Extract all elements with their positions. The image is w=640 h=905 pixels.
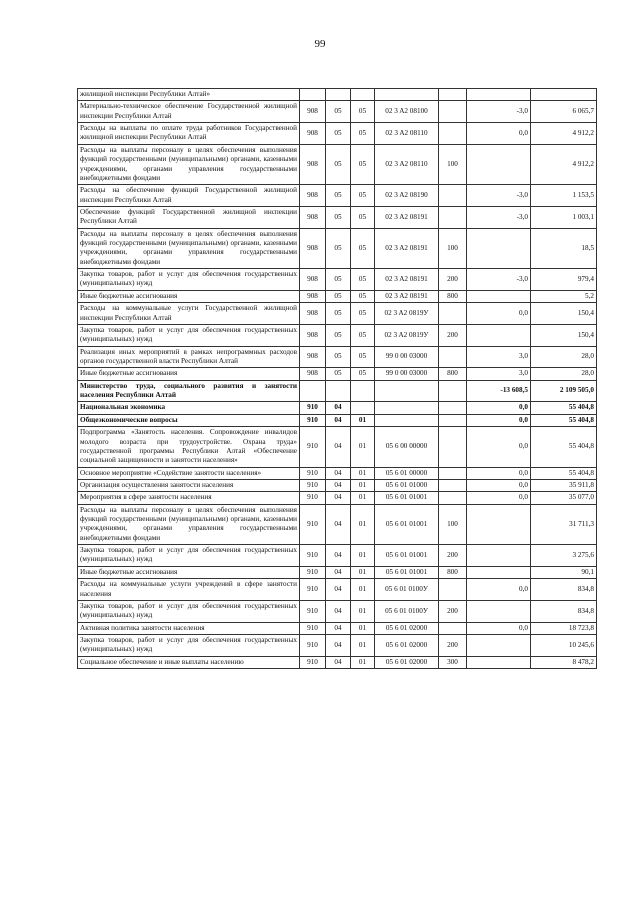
row-section-cell: 04 <box>326 622 351 634</box>
row-expense-type-cell <box>439 346 467 368</box>
row-name-cell: Активная политика занятости населения <box>78 622 300 634</box>
row-subsection-cell: 01 <box>351 479 375 491</box>
row-ministry-code-cell: 910 <box>300 402 326 414</box>
row-section-cell: 04 <box>326 467 351 479</box>
table-row <box>78 324 597 346</box>
row-subsection-cell: 05 <box>351 206 375 228</box>
row-section-cell: 05 <box>326 206 351 228</box>
row-name-cell: Расходы на коммунальные услуги учреждений в сфере занятости населения <box>78 579 300 601</box>
row-target-article-cell: 02 3 A2 08191 <box>375 290 439 302</box>
table-row <box>78 492 597 504</box>
row-subsection-cell: 05 <box>351 269 375 291</box>
row-change-amount-cell <box>467 656 531 668</box>
row-name-cell: Расходы на выплаты по оплате труда работников Государственной жилищной инспекции Республики Алтай <box>78 123 300 145</box>
row-total-amount-cell: 5,2 <box>531 290 597 302</box>
row-total-amount-cell: 2 109 505,0 <box>531 380 597 402</box>
row-target-article-cell <box>375 414 439 426</box>
row-total-amount-cell: 90,1 <box>531 566 597 578</box>
row-section-cell: 04 <box>326 600 351 622</box>
row-target-article-cell: 05 6 01 02000 <box>375 656 439 668</box>
row-name-cell: Расходы на выплаты персоналу в целях обеспечения выполнения функций государственными (муниципальными) органами, казенными учреждениями, органами управления государственными внебюджетными фондами <box>78 504 300 544</box>
row-target-article-cell: 05 6 01 01001 <box>375 566 439 578</box>
row-expense-type-cell <box>439 89 467 101</box>
row-section-cell: 05 <box>326 290 351 302</box>
table-row <box>78 290 597 302</box>
row-subsection-cell: 01 <box>351 504 375 544</box>
row-section-cell: 05 <box>326 269 351 291</box>
row-section-cell: 04 <box>326 402 351 414</box>
row-subsection-cell: 01 <box>351 634 375 656</box>
row-name-cell: Социальное обеспечение и иные выплаты населению <box>78 656 300 668</box>
row-name-cell: Иные бюджетные ассигнования <box>78 368 300 380</box>
row-change-amount-cell <box>467 600 531 622</box>
row-target-article-cell: 05 6 01 01000 <box>375 479 439 491</box>
row-total-amount-cell: 18,5 <box>531 228 597 268</box>
row-change-amount-cell <box>467 89 531 101</box>
row-subsection-cell: 01 <box>351 467 375 479</box>
row-section-cell: 05 <box>326 144 351 184</box>
row-change-amount-cell <box>467 324 531 346</box>
table-row <box>78 634 597 656</box>
table-row <box>78 101 597 123</box>
row-name-cell: Основное мероприятие «Содействие занятости населения» <box>78 467 300 479</box>
row-name-cell: Иные бюджетные ассигнования <box>78 566 300 578</box>
row-expense-type-cell: 300 <box>439 656 467 668</box>
row-change-amount-cell <box>467 545 531 567</box>
row-ministry-code-cell: 910 <box>300 479 326 491</box>
row-expense-type-cell: 100 <box>439 504 467 544</box>
row-subsection-cell: 05 <box>351 324 375 346</box>
row-expense-type-cell: 800 <box>439 566 467 578</box>
row-total-amount-cell: 55 404,8 <box>531 467 597 479</box>
row-name-cell: Общеэкономические вопросы <box>78 414 300 426</box>
row-change-amount-cell: 0,0 <box>467 579 531 601</box>
row-target-article-cell: 02 3 A2 08110 <box>375 144 439 184</box>
row-expense-type-cell: 200 <box>439 545 467 567</box>
row-name-cell: Подпрограмма «Занятость населения. Сопровождение инвалидов молодого возраста при трудоустройстве. Охрана труда» государственной программы Республики Алтай «Обеспечение социальной защищенности и занятости населения» <box>78 427 300 467</box>
table-row <box>78 566 597 578</box>
row-ministry-code-cell: 910 <box>300 656 326 668</box>
row-subsection-cell: 05 <box>351 303 375 325</box>
row-ministry-code-cell: 908 <box>300 123 326 145</box>
row-name-cell: Организация осуществления занятости населения <box>78 479 300 491</box>
row-ministry-code-cell: 908 <box>300 346 326 368</box>
row-subsection-cell: 05 <box>351 368 375 380</box>
row-section-cell: 04 <box>326 634 351 656</box>
row-subsection-cell: 05 <box>351 228 375 268</box>
row-expense-type-cell: 100 <box>439 228 467 268</box>
row-ministry-code-cell: 910 <box>300 579 326 601</box>
row-target-article-cell: 02 3 A2 0819У <box>375 303 439 325</box>
row-subsection-cell <box>351 89 375 101</box>
row-ministry-code-cell: 908 <box>300 185 326 207</box>
row-expense-type-cell <box>439 123 467 145</box>
row-target-article-cell: 05 6 01 01001 <box>375 504 439 544</box>
budget-table-body <box>78 89 597 669</box>
row-expense-type-cell: 800 <box>439 290 467 302</box>
row-target-article-cell: 02 3 A2 08191 <box>375 228 439 268</box>
row-subsection-cell: 01 <box>351 600 375 622</box>
row-total-amount-cell: 3 275,6 <box>531 545 597 567</box>
row-expense-type-cell <box>439 467 467 479</box>
row-target-article-cell: 02 3 A2 08100 <box>375 101 439 123</box>
row-ministry-code-cell: 908 <box>300 206 326 228</box>
row-change-amount-cell: -13 608,5 <box>467 380 531 402</box>
table-row <box>78 622 597 634</box>
row-total-amount-cell: 4 912,2 <box>531 144 597 184</box>
row-expense-type-cell: 200 <box>439 324 467 346</box>
row-name-cell: Закупка товаров, работ и услуг для обеспечения государственных (муниципальных) нужд <box>78 545 300 567</box>
row-change-amount-cell: 0,0 <box>467 467 531 479</box>
row-ministry-code-cell: 908 <box>300 144 326 184</box>
row-ministry-code-cell: 908 <box>300 303 326 325</box>
row-total-amount-cell: 28,0 <box>531 346 597 368</box>
row-total-amount-cell: 979,4 <box>531 269 597 291</box>
row-change-amount-cell: 0,0 <box>467 402 531 414</box>
row-expense-type-cell <box>439 492 467 504</box>
row-target-article-cell: 02 3 A2 08110 <box>375 123 439 145</box>
row-expense-type-cell <box>439 380 467 402</box>
row-section-cell: 05 <box>326 185 351 207</box>
row-change-amount-cell <box>467 504 531 544</box>
row-ministry-code-cell: 908 <box>300 101 326 123</box>
row-ministry-code-cell: 910 <box>300 427 326 467</box>
row-section-cell: 04 <box>326 414 351 426</box>
row-target-article-cell: 05 6 01 01001 <box>375 492 439 504</box>
row-ministry-code-cell: 910 <box>300 504 326 544</box>
row-ministry-code-cell: 910 <box>300 566 326 578</box>
row-total-amount-cell: 834,8 <box>531 600 597 622</box>
row-total-amount-cell: 31 711,3 <box>531 504 597 544</box>
row-subsection-cell: 01 <box>351 414 375 426</box>
row-name-cell: жилищной инспекции Республики Алтай» <box>78 89 300 101</box>
row-name-cell: Иные бюджетные ассигнования <box>78 290 300 302</box>
row-target-article-cell: 02 3 A2 08190 <box>375 185 439 207</box>
row-total-amount-cell: 35 077,0 <box>531 492 597 504</box>
table-row <box>78 427 597 467</box>
row-target-article-cell: 02 3 A2 08191 <box>375 206 439 228</box>
table-row <box>78 414 597 426</box>
row-change-amount-cell: 0,0 <box>467 123 531 145</box>
page-number: 99 <box>314 38 326 50</box>
row-section-cell: 04 <box>326 492 351 504</box>
row-change-amount-cell <box>467 290 531 302</box>
row-change-amount-cell: 0,0 <box>467 427 531 467</box>
row-section-cell: 05 <box>326 368 351 380</box>
row-change-amount-cell: 0,0 <box>467 492 531 504</box>
row-section-cell: 04 <box>326 566 351 578</box>
row-expense-type-cell <box>439 303 467 325</box>
row-total-amount-cell: 18 723,8 <box>531 622 597 634</box>
row-expense-type-cell <box>439 479 467 491</box>
table-row <box>78 402 597 414</box>
row-subsection-cell: 01 <box>351 427 375 467</box>
row-section-cell: 05 <box>326 123 351 145</box>
row-change-amount-cell: 3,0 <box>467 346 531 368</box>
row-change-amount-cell <box>467 634 531 656</box>
row-name-cell: Мероприятия в сфере занятости населения <box>78 492 300 504</box>
row-target-article-cell: 05 6 00 00000 <box>375 427 439 467</box>
row-change-amount-cell <box>467 228 531 268</box>
table-row <box>78 656 597 668</box>
table-row <box>78 467 597 479</box>
row-expense-type-cell: 200 <box>439 634 467 656</box>
row-ministry-code-cell: 910 <box>300 414 326 426</box>
row-subsection-cell: 01 <box>351 492 375 504</box>
row-total-amount-cell: 150,4 <box>531 303 597 325</box>
row-subsection-cell: 01 <box>351 622 375 634</box>
row-subsection-cell: 01 <box>351 656 375 668</box>
row-ministry-code-cell: 910 <box>300 545 326 567</box>
table-row <box>78 228 597 268</box>
row-ministry-code-cell <box>300 89 326 101</box>
row-expense-type-cell <box>439 414 467 426</box>
row-total-amount-cell: 28,0 <box>531 368 597 380</box>
row-name-cell: Обеспечение функций Государственной жилищной инспекции Республики Алтай <box>78 206 300 228</box>
row-target-article-cell: 05 6 01 0100У <box>375 579 439 601</box>
table-row <box>78 479 597 491</box>
row-change-amount-cell: 0,0 <box>467 414 531 426</box>
row-expense-type-cell: 800 <box>439 368 467 380</box>
row-name-cell: Расходы на обеспечение функций Государственной жилищной инспекции Республики Алтай <box>78 185 300 207</box>
row-ministry-code-cell: 910 <box>300 600 326 622</box>
row-target-article-cell <box>375 380 439 402</box>
budget-table <box>77 88 597 669</box>
row-subsection-cell: 05 <box>351 101 375 123</box>
row-name-cell: Закупка товаров, работ и услуг для обеспечения государственных (муниципальных) нужд <box>78 269 300 291</box>
row-ministry-code-cell: 908 <box>300 290 326 302</box>
row-expense-type-cell <box>439 402 467 414</box>
table-row <box>78 579 597 601</box>
row-ministry-code-cell: 910 <box>300 622 326 634</box>
row-target-article-cell <box>375 89 439 101</box>
row-target-article-cell: 02 3 A2 0819У <box>375 324 439 346</box>
row-expense-type-cell <box>439 579 467 601</box>
row-change-amount-cell <box>467 566 531 578</box>
row-name-cell: Расходы на коммунальные услуги Государственной жилищной инспекции Республики Алтай <box>78 303 300 325</box>
table-row <box>78 144 597 184</box>
row-subsection-cell: 05 <box>351 123 375 145</box>
row-section-cell: 04 <box>326 504 351 544</box>
row-name-cell: Министерство труда, социального развития и занятости населения Республики Алтай <box>78 380 300 402</box>
row-total-amount-cell: 55 404,8 <box>531 427 597 467</box>
row-total-amount-cell: 834,8 <box>531 579 597 601</box>
row-section-cell <box>326 380 351 402</box>
row-total-amount-cell: 4 912,2 <box>531 123 597 145</box>
row-total-amount-cell: 55 404,8 <box>531 402 597 414</box>
row-ministry-code-cell: 908 <box>300 228 326 268</box>
row-section-cell: 05 <box>326 101 351 123</box>
row-target-article-cell: 05 6 01 00000 <box>375 467 439 479</box>
row-target-article-cell: 05 6 01 02000 <box>375 634 439 656</box>
row-change-amount-cell <box>467 144 531 184</box>
table-row <box>78 185 597 207</box>
row-expense-type-cell: 100 <box>439 144 467 184</box>
row-name-cell: Закупка товаров, работ и услуг для обеспечения государственных (муниципальных) нужд <box>78 634 300 656</box>
row-change-amount-cell: 0,0 <box>467 303 531 325</box>
row-name-cell: Закупка товаров, работ и услуг для обеспечения государственных (муниципальных) нужд <box>78 324 300 346</box>
row-change-amount-cell: -3,0 <box>467 269 531 291</box>
row-change-amount-cell: 0,0 <box>467 479 531 491</box>
row-expense-type-cell: 200 <box>439 269 467 291</box>
row-expense-type-cell <box>439 185 467 207</box>
row-total-amount-cell <box>531 89 597 101</box>
row-name-cell: Реализация иных мероприятий в рамках непрограммных расходов органов государственной власти Республики Алтай <box>78 346 300 368</box>
row-section-cell: 04 <box>326 427 351 467</box>
row-name-cell: Расходы на выплаты персоналу в целях обеспечения выполнения функций государственными (муниципальными) органами, казенными учреждениями, органами управления государственными внебюджетными фондами <box>78 228 300 268</box>
row-name-cell: Закупка товаров, работ и услуг для обеспечения государственных (муниципальных) нужд <box>78 600 300 622</box>
row-name-cell: Расходы на выплаты персоналу в целях обеспечения выполнения функций государственными (муниципальными) органами, казенными учреждениями, органами управления государственными внебюджетными фондами <box>78 144 300 184</box>
row-expense-type-cell <box>439 427 467 467</box>
table-row <box>78 504 597 544</box>
row-section-cell: 04 <box>326 479 351 491</box>
row-name-cell: Материально-техническое обеспечение Государственной жилищной инспекции Республики Алтай <box>78 101 300 123</box>
row-expense-type-cell: 200 <box>439 600 467 622</box>
row-total-amount-cell: 35 911,8 <box>531 479 597 491</box>
row-expense-type-cell <box>439 622 467 634</box>
row-ministry-code-cell: 908 <box>300 324 326 346</box>
table-row <box>78 600 597 622</box>
table-row <box>78 123 597 145</box>
row-section-cell: 04 <box>326 656 351 668</box>
row-subsection-cell: 05 <box>351 290 375 302</box>
row-section-cell: 05 <box>326 228 351 268</box>
row-subsection-cell <box>351 380 375 402</box>
row-section-cell: 05 <box>326 346 351 368</box>
row-target-article-cell: 02 3 A2 08191 <box>375 269 439 291</box>
row-subsection-cell: 01 <box>351 579 375 601</box>
row-change-amount-cell: -3,0 <box>467 101 531 123</box>
row-subsection-cell: 05 <box>351 185 375 207</box>
row-expense-type-cell <box>439 101 467 123</box>
row-ministry-code-cell <box>300 380 326 402</box>
row-total-amount-cell: 8 478,2 <box>531 656 597 668</box>
row-change-amount-cell: -3,0 <box>467 206 531 228</box>
row-target-article-cell: 99 0 00 03000 <box>375 368 439 380</box>
table-row <box>78 89 597 101</box>
row-target-article-cell: 05 6 01 01001 <box>375 545 439 567</box>
row-name-cell: Национальная экономика <box>78 402 300 414</box>
row-section-cell: 05 <box>326 324 351 346</box>
table-row <box>78 206 597 228</box>
row-expense-type-cell <box>439 206 467 228</box>
row-ministry-code-cell: 910 <box>300 492 326 504</box>
row-target-article-cell <box>375 402 439 414</box>
row-ministry-code-cell: 910 <box>300 634 326 656</box>
row-total-amount-cell: 1 003,1 <box>531 206 597 228</box>
table-row <box>78 380 597 402</box>
table-row <box>78 368 597 380</box>
row-change-amount-cell: 0,0 <box>467 622 531 634</box>
row-total-amount-cell: 55 404,8 <box>531 414 597 426</box>
row-change-amount-cell: 3,0 <box>467 368 531 380</box>
row-section-cell: 04 <box>326 579 351 601</box>
row-section-cell: 04 <box>326 545 351 567</box>
row-target-article-cell: 05 6 01 0100У <box>375 600 439 622</box>
row-change-amount-cell: -3,0 <box>467 185 531 207</box>
row-total-amount-cell: 10 245,6 <box>531 634 597 656</box>
row-ministry-code-cell: 908 <box>300 269 326 291</box>
table-row <box>78 346 597 368</box>
row-target-article-cell: 99 0 00 03000 <box>375 346 439 368</box>
row-subsection-cell: 01 <box>351 566 375 578</box>
row-subsection-cell: 05 <box>351 346 375 368</box>
table-row <box>78 269 597 291</box>
row-section-cell <box>326 89 351 101</box>
row-subsection-cell <box>351 402 375 414</box>
row-target-article-cell: 05 6 01 02000 <box>375 622 439 634</box>
row-section-cell: 05 <box>326 303 351 325</box>
table-row <box>78 303 597 325</box>
table-row <box>78 545 597 567</box>
row-ministry-code-cell: 910 <box>300 467 326 479</box>
row-total-amount-cell: 150,4 <box>531 324 597 346</box>
row-subsection-cell: 01 <box>351 545 375 567</box>
row-ministry-code-cell: 908 <box>300 368 326 380</box>
row-total-amount-cell: 1 153,5 <box>531 185 597 207</box>
row-subsection-cell: 05 <box>351 144 375 184</box>
row-total-amount-cell: 6 065,7 <box>531 101 597 123</box>
